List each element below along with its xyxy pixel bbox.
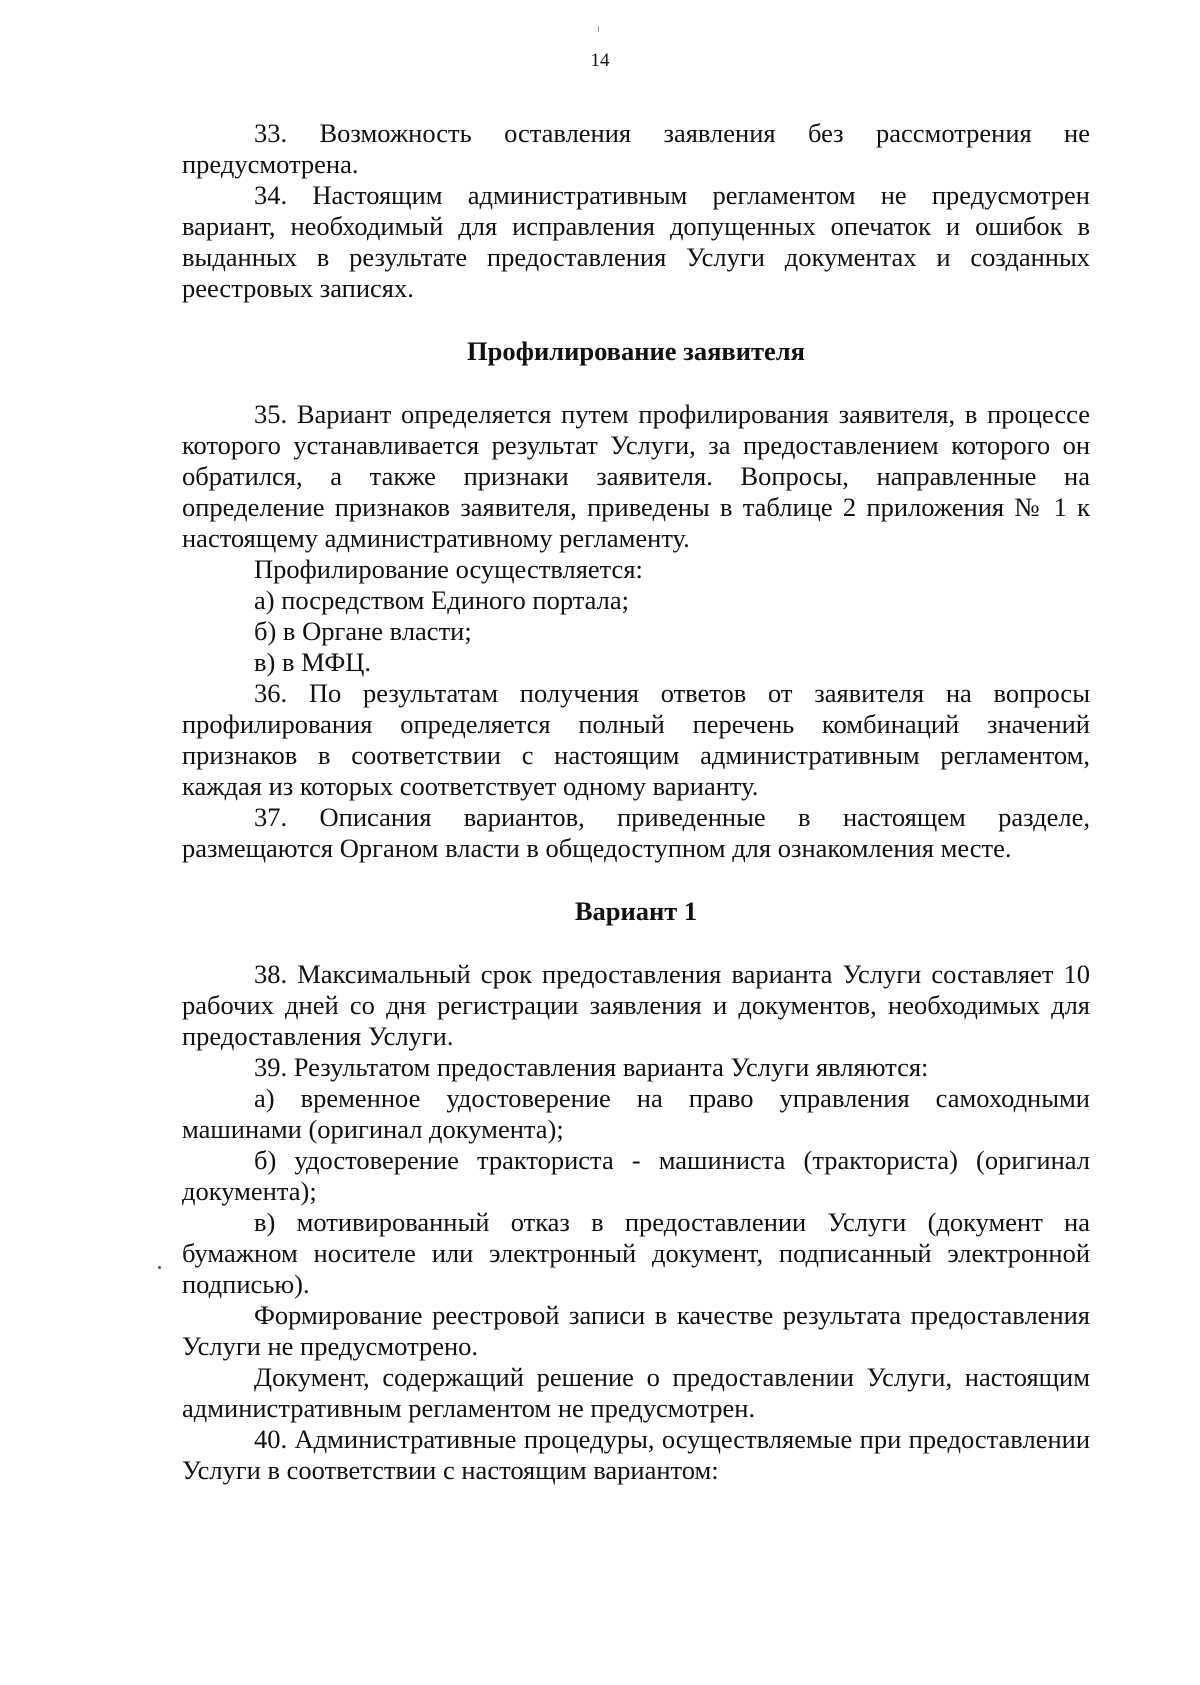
section-heading-profiling: Профилирование заявителя bbox=[467, 336, 805, 366]
scan-artifact-dot bbox=[158, 1266, 161, 1269]
result-item-c: в) мотивированный отказ в предоставлении Услуги (документ на бумажном носителе или электронный документ, подписанный электронной подписью). bbox=[182, 1207, 1090, 1299]
result-item-a: а) временное удостоверение на право управления самоходными машинами (оригинал документа); bbox=[182, 1083, 1090, 1144]
paragraph-36: 36. По результатам получения ответов от заявителя на вопросы профилирования определяется полный перечень комбинаций значений признаков в соответствии с настоящим административным регламентом, каждая из которых соответствует одному варианту. bbox=[182, 678, 1090, 801]
list-item-a: а) посредством Единого портала; bbox=[254, 585, 629, 615]
paragraph-profiling-intro: Профилирование осуществляется: bbox=[254, 554, 643, 584]
scan-artifact bbox=[598, 26, 599, 32]
paragraph-39: 39. Результатом предоставления варианта Услуги являются: bbox=[254, 1052, 929, 1082]
paragraph-37: 37. Описания вариантов, приведенные в настоящем разделе, размещаются Органом власти в общедоступном для ознакомления месте. bbox=[182, 802, 1090, 863]
document-body bbox=[182, 118, 1090, 1486]
section-heading-variant-1: Вариант 1 bbox=[574, 896, 698, 926]
paragraph-registry-record: Формирование реестровой записи в качестве результата предоставления Услуги не предусмотрено. bbox=[182, 1300, 1090, 1361]
paragraph-38: 38. Максимальный срок предоставления варианта Услуги составляет 10 рабочих дней со дня регистрации заявления и документов, необходимых для предоставления Услуги. bbox=[182, 959, 1090, 1051]
list-item-c: в) в МФЦ. bbox=[254, 647, 372, 677]
list-item-b: б) в Органе власти; bbox=[254, 616, 472, 646]
paragraph-34: 34. Настоящим административным регламентом не предусмотрен вариант, необходимый для исправления допущенных опечаток и ошибок в выданных в результате предоставления Услуги документах и созданных реестровых записях. bbox=[182, 180, 1090, 303]
page-number: 14 bbox=[590, 50, 610, 71]
paragraph-decision-document: Документ, содержащий решение о предоставлении Услуги, настоящим административным регламентом не предусмотрен. bbox=[182, 1362, 1090, 1423]
paragraph-40: 40. Административные процедуры, осуществляемые при предоставлении Услуги в соответствии с настоящим вариантом: bbox=[182, 1424, 1090, 1485]
paragraph-33: 33. Возможность оставления заявления без рассмотрения не предусмотрена. bbox=[182, 118, 1090, 179]
result-item-b: б) удостоверение тракториста - машиниста (тракториста) (оригинал документа); bbox=[182, 1145, 1090, 1206]
paragraph-35: 35. Вариант определяется путем профилирования заявителя, в процессе которого устанавливается результат Услуги, за предоставлением которого он обратился, а также признаки заявителя. Вопросы, направленные на определение признаков заявителя, приведены в таблице 2 приложения № 1 к настоящему административному регламенту. bbox=[182, 399, 1090, 553]
